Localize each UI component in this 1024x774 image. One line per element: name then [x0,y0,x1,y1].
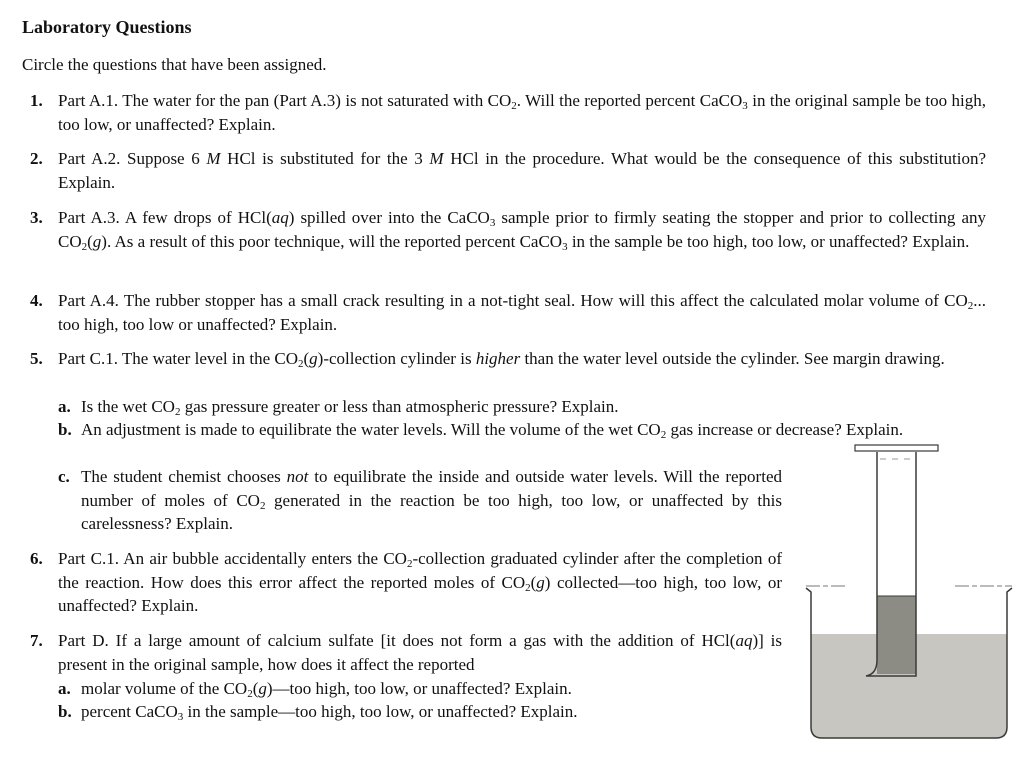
question-5-number: 5. [30,349,43,368]
question-1-number: 1. [30,91,43,110]
question-5a: Is the wet $CO_2$ gas pressure greater or less than atmospheric pressure? Explain. [81,397,619,418]
question-2: Part A.2. Suppose 6 M HCl is substituted for the 3 M HCl in the procedure. What would be the consequence of this substitution? Explain. [58,149,986,192]
cylinder-base [855,445,938,451]
question-1: Part A.1. The water for the pan (Part A.3) is not saturated with $CO_2$. Will the reported percent CaCO$_3$ in the original sample be too high, too low, or unaffected? Explain. [58,91,987,134]
question-6: Part C.1. An air bubble accidentally enters the $CO_2$-collection graduated cylinder after the completion of the reaction. How does this error affect the reported moles of $CO_2(g)$ collected—too high, too low, or unaffected? Explain. [58,549,782,615]
question-7: Part D. If a large amount of calcium sulfate [it does not form a gas with the addition of HCl(aq)] is present in the original sample, how does it affect the reported [58,631,782,674]
question-7-number: 7. [30,631,43,650]
question-5c: The student chemist chooses not to equilibrate the inside and outside water levels. Will the reported number of moles of $CO_2$ generated in the reaction be too high, too low, or unaffected by this carelessness? Explain. [81,467,782,533]
question-3: Part A.3. A few drops of HCl(aq) spilled over into the CaCO$_3$ sample prior to firmly seating the stopper and prior to collecting any $CO_2(g)$. As a result of this poor technique, will the reported percent CaCO$_3$ in the sample be too high, too low, or unaffected? Explain. [58,208,986,253]
question-5: Part C.1. The water level in the $CO_2(g)$-collection cylinder is higher than the water level outside the cylinder. See margin drawing. [58,349,945,370]
question-5c-label: c. [58,467,70,486]
cylinder-water [877,596,916,674]
question-3-number: 3. [30,208,43,227]
question-4-number: 4. [30,291,43,310]
question-5a-label: a. [58,397,71,416]
question-6-number: 6. [30,549,43,568]
question-7b: percent CaCO$_3$ in the sample—too high, too low, or unaffected? Explain. [81,702,578,723]
question-7a-label: a. [58,679,71,698]
question-5b-label: b. [58,420,72,439]
question-7b-label: b. [58,702,72,721]
page-title: Laboratory Questions [22,17,192,37]
instructions: Circle the questions that have been assigned. [22,55,327,74]
question-5b: An adjustment is made to equilibrate the water levels. Will the volume of the wet $CO_2$ gas increase or decrease? Explain. [81,420,904,441]
question-4: Part A.4. The rubber stopper has a small crack resulting in a not-tight seal. How will this affect the calculated molar volume of $CO_2$... too high, too low or unaffected? Explain. [58,291,986,334]
question-7a: molar volume of the $CO_2(g)—too$ high, too low, or unaffected? Explain. [81,679,572,700]
question-2-number: 2. [30,149,43,168]
